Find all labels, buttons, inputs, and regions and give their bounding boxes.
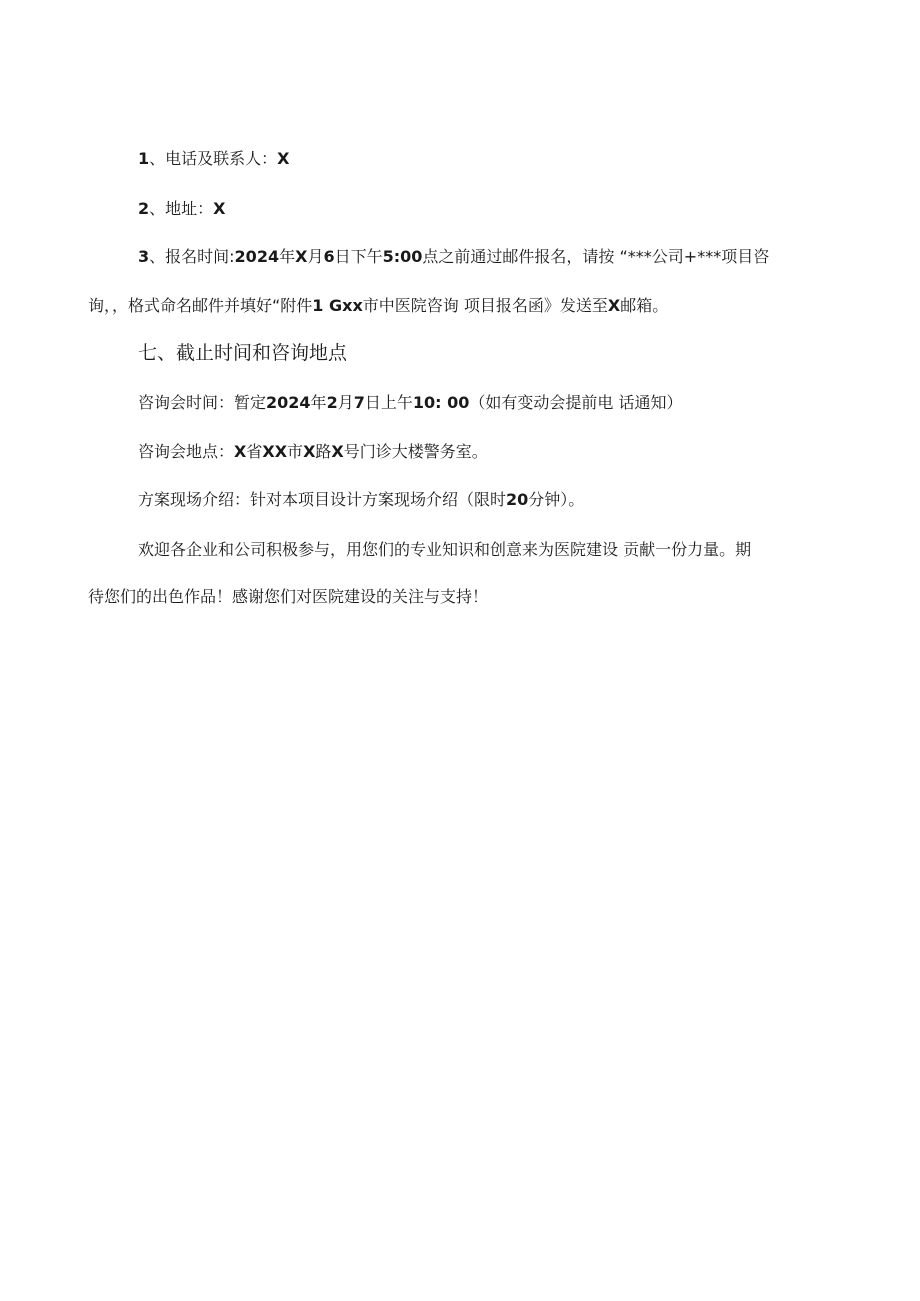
text-part: 邮箱。	[620, 296, 669, 315]
text-part: 日上午	[364, 393, 413, 412]
minutes-value: 20	[506, 490, 529, 509]
text-part: 询，，格式命名邮件并填好“附件	[88, 296, 313, 315]
time-value: 10: 00	[412, 393, 470, 412]
city-value: XX	[262, 442, 288, 461]
text-part: 省	[246, 442, 263, 461]
text-part: 市	[287, 442, 304, 461]
text-part: 月	[307, 247, 324, 266]
text-part: 咨询会时间：暂定	[138, 393, 267, 412]
email-value: X	[607, 296, 621, 315]
text-part: 市中医院咨询 项目报名函》发送至	[362, 296, 608, 315]
attachment-value: 1 Gxx	[312, 296, 363, 315]
text-part: 、报名时间:	[149, 247, 235, 266]
year-value: 2024	[266, 393, 311, 412]
year-value: 2024	[234, 247, 280, 266]
registration-time-line	[138, 245, 858, 269]
item-number: 1	[138, 149, 150, 168]
text-part: 年	[279, 247, 296, 266]
number-value: X	[331, 442, 344, 461]
consult-time-line	[138, 391, 858, 415]
month-value: 2	[326, 393, 338, 412]
day-value: 6	[323, 247, 335, 266]
month-value: X	[295, 247, 308, 266]
time-value: 5:00	[382, 247, 423, 266]
text-part: 月	[337, 393, 354, 412]
text-part: 点之前通过邮件报名，请按 “***公司+***项目咨	[422, 247, 770, 266]
text-part: 日下午	[334, 247, 383, 266]
text-part: （如有变动会提前电 话通知）	[469, 393, 683, 412]
item-number: 2	[138, 199, 150, 218]
item-number: 3	[138, 247, 150, 266]
address-line	[138, 197, 858, 221]
section-heading: 七、截止时间和咨询地点	[138, 342, 348, 364]
registration-format-line	[88, 294, 858, 318]
text-part: 咨询会地点：	[138, 442, 235, 461]
item-value: X	[277, 149, 290, 168]
text-part: 分钟）。	[528, 490, 585, 509]
contact-line	[138, 147, 858, 171]
text-part: 方案现场介绍：针对本项目设计方案现场介绍（限时	[138, 490, 507, 509]
text-part: 号门诊大楼警务室。	[343, 442, 488, 461]
province-value: X	[234, 442, 247, 461]
closing-line-1: 欢迎各企业和公司积极参与，用您们的专业知识和创意来为医院建设 贡献一份力量。期	[138, 540, 752, 559]
consult-place-line	[138, 440, 858, 464]
presentation-line	[138, 488, 858, 512]
item-text: 、电话及联系人：	[149, 149, 278, 168]
text-part: 路	[315, 442, 332, 461]
item-text: 、地址：	[149, 199, 214, 218]
text-part: 年	[310, 393, 327, 412]
item-value: X	[213, 199, 226, 218]
day-value: 7	[353, 393, 365, 412]
road-value: X	[303, 442, 316, 461]
closing-line-2: 待您们的出色作品！感谢您们对医院建设的关注与支持！	[88, 587, 489, 606]
